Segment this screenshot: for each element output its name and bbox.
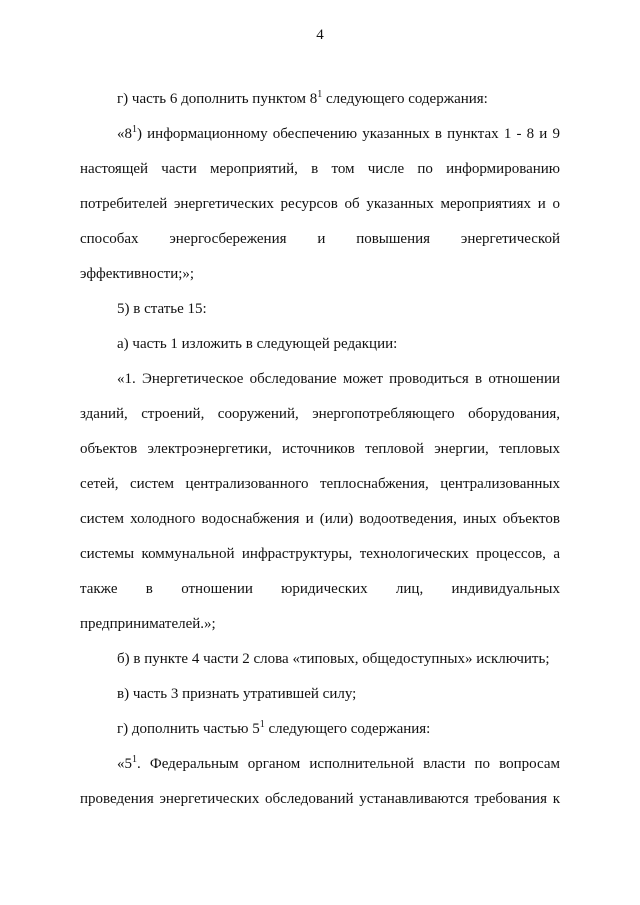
paragraph-v-part3 xyxy=(80,677,560,712)
text-run: . Федеральным органом исполнительной власти по вопросам проведения энергетических обследований устанавливаются требования к xyxy=(80,756,560,807)
text-run: следующего содержания: xyxy=(264,721,431,737)
text-run: б) в пункте 4 части 2 слова «типовых, общедоступных» исключить; xyxy=(117,651,550,667)
text-run: «5 xyxy=(117,756,132,772)
paragraph-quote-energy-audit xyxy=(80,362,560,642)
paragraph-g-part6 xyxy=(80,82,560,117)
superscript: 1 xyxy=(132,124,137,135)
text-run: а) часть 1 изложить в следующей редакции: xyxy=(117,336,398,352)
paragraph-a-part1 xyxy=(80,327,560,362)
page-number: 4 xyxy=(316,27,324,43)
text-run: г) часть 6 дополнить пунктом 8 xyxy=(117,91,318,107)
text-run: в) часть 3 признать утратившей силу; xyxy=(117,686,357,702)
paragraph-quote-8-1 xyxy=(80,117,560,292)
superscript: 1 xyxy=(317,89,323,100)
text-run: «1. Энергетическое обследование может проводиться в отношении зданий, строений, сооружений, энергопотребляющего оборудования, объектов электроэнергетики, источников тепловой энергии, тепловых сетей, систем централизованного теплоснабжения, централизованных систем холодного водоснабжения и (или) водоотведения, иных объектов системы коммунальной инфраструктуры, технологических процессов, а также в отношении юридических лиц, индивидуальных предпринимателей.»; xyxy=(80,371,560,632)
paragraph-b-point4 xyxy=(80,642,560,677)
superscript: 1 xyxy=(132,754,137,765)
text-run: ) информационному обеспечению указанных в пунктах 1 - 8 и 9 настоящей части мероприятий, в том числе по информированию потребителей энергетических ресурсов об указанных мероприятиях и о способах энергосбережения и повышения энергетической эффективности;»; xyxy=(80,126,560,282)
paragraph-g-part5-1 xyxy=(80,712,560,747)
text-run: 5) в статье 15: xyxy=(117,301,207,317)
paragraph-quote-5-1 xyxy=(80,747,560,817)
document-body xyxy=(80,82,560,817)
text-run: следующего содержания: xyxy=(322,91,488,107)
paragraph-article-15 xyxy=(80,292,560,327)
text-run: г) дополнить частью 5 xyxy=(117,721,260,737)
superscript: 1 xyxy=(259,719,265,730)
text-run: «8 xyxy=(117,126,132,142)
